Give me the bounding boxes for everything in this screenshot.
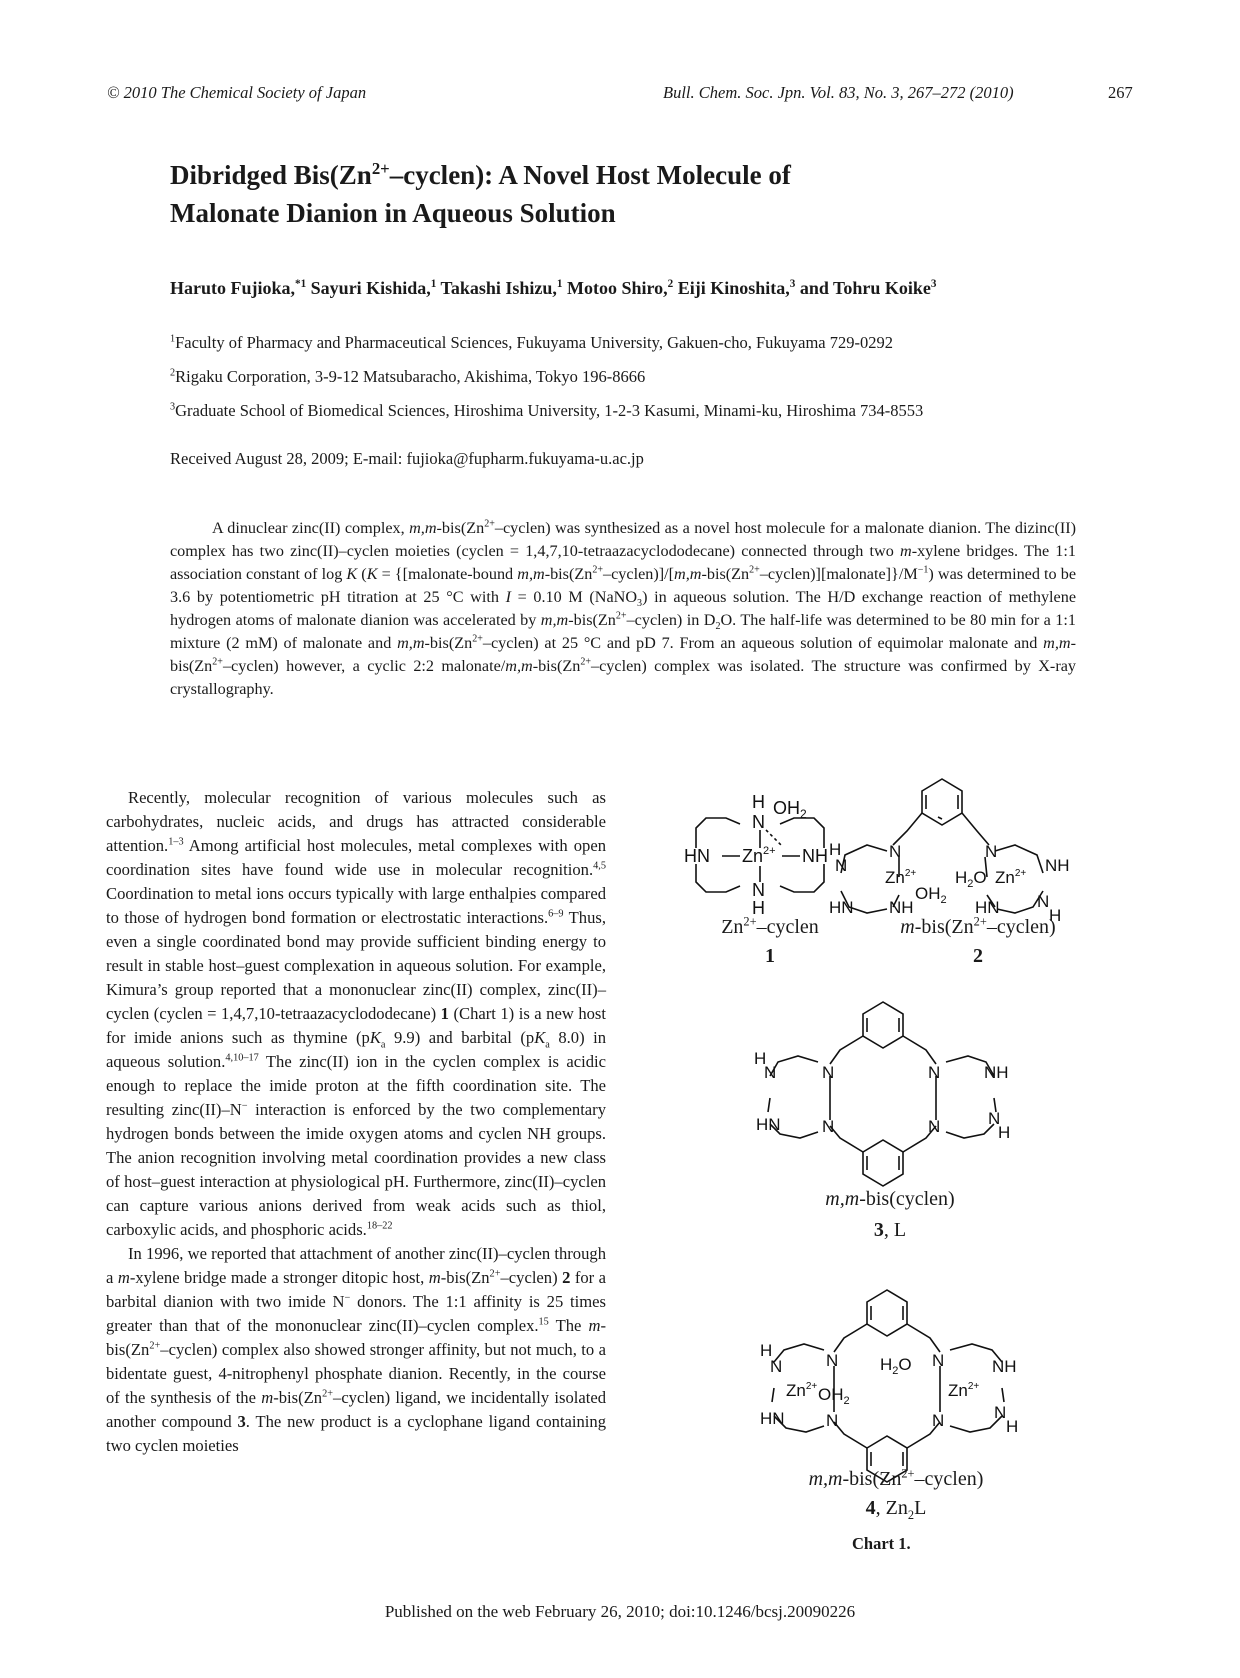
text-run: -bis(Zn xyxy=(106,1316,607,1359)
structure-compound-3 xyxy=(748,1000,1018,1190)
benzene-double-bond xyxy=(871,1452,903,1466)
text-run: m,m xyxy=(1043,634,1071,652)
text-run: for a barbital dianion with two imide N xyxy=(106,1268,606,1311)
text-run: -bis(Zn xyxy=(701,565,750,583)
text-run: 2+ xyxy=(472,633,483,645)
text-run: 2 xyxy=(715,621,721,633)
text-run: , L xyxy=(883,1219,907,1241)
text-run: 2 xyxy=(562,1268,571,1287)
header-journal-citation: Bull. Chem. Soc. Jpn. Vol. 83, No. 3, 267–272 (2010) xyxy=(663,83,1014,102)
atom-n: N xyxy=(822,1117,835,1136)
atom-n: N xyxy=(928,1063,941,1082)
compound-3-number: 3, L xyxy=(873,1219,907,1241)
text-run: m,m xyxy=(808,1468,843,1490)
compound-4-name xyxy=(766,1468,1026,1491)
benzene-ring xyxy=(863,1140,903,1186)
compound-2-name xyxy=(858,916,1098,939)
footer-publication-note: Published on the web February 26, 2010; doi:10.1246/bcsj.20090226 xyxy=(384,1602,856,1621)
received-email-line: Received August 28, 2009; E-mail: fujioka@fupharm.fukuyama-u.ac.jp xyxy=(170,449,644,468)
compound-1-name xyxy=(680,916,860,939)
text-run: m xyxy=(117,1268,130,1287)
text-run: -bis(Zn xyxy=(440,1268,490,1287)
text-run: –cyclen) xyxy=(500,1268,563,1287)
author-name: Sayuri Kishida, xyxy=(310,278,431,298)
author-name: and Tohru Koike xyxy=(799,278,931,298)
atom-hn: HN xyxy=(975,898,1000,917)
ring-bond xyxy=(696,818,740,848)
zinc-label: $Zn^{2+}$ xyxy=(995,868,1027,887)
text-run: = 0.10 M (NaNO xyxy=(510,588,638,606)
text-run: 3 xyxy=(637,598,643,610)
text-run: . The new product is a cyclophane ligand containing two cyclen moieties xyxy=(106,1412,606,1455)
body-column-left xyxy=(106,786,606,1458)
text-run: –cyclen) xyxy=(914,1468,984,1490)
text-run: -bis(Zn xyxy=(568,611,616,629)
ring-bond xyxy=(780,864,824,892)
zinc-label: $Zn^{2+}$ xyxy=(742,845,776,866)
atom-n: N xyxy=(822,1063,835,1082)
text-run: L xyxy=(914,1497,927,1519)
chart-caption: Chart 1. xyxy=(852,1534,911,1553)
body-paragraph-2 xyxy=(106,1242,606,1458)
text-run: -xylene bridges. The 1:1 association constant of log xyxy=(170,542,1076,583)
text-run: Recently, molecular recognition of various molecules such as carbohydrates, nucleic acids, and drugs has attracted considerable attention. xyxy=(106,788,606,855)
text-run: -bis(Zn xyxy=(424,634,473,652)
abstract xyxy=(170,517,1076,701)
text-run: K xyxy=(534,1028,546,1047)
benzene-ring xyxy=(867,1290,907,1336)
atom-n: N xyxy=(835,856,848,875)
author-affiliation-mark: *1 xyxy=(295,278,307,290)
benzene-double-bond xyxy=(926,795,958,819)
text-run: 18–22 xyxy=(366,1220,393,1232)
benzene-double-bond xyxy=(867,1018,899,1032)
atom-n: N xyxy=(826,1411,839,1430)
atom-n: N xyxy=(932,1351,945,1370)
text-run: , Zn xyxy=(875,1497,908,1519)
author-list xyxy=(170,278,1120,299)
xylene-bridge xyxy=(834,1422,940,1448)
compound-3-caption xyxy=(770,1188,1010,1242)
zinc-label: $Zn^{2+}$ xyxy=(885,868,917,887)
compound-2-number: 2 xyxy=(973,945,983,967)
text-run: 2+ xyxy=(149,1340,161,1352)
text-run: Coordination to metal ions occurs typically with large enthalpies compared to those of hydrogen bond formation or electrostatic interactions. xyxy=(106,884,606,927)
text-run: –cyclen) in D xyxy=(626,611,716,629)
text-run: –cyclen)][malonate]}/M xyxy=(759,565,918,583)
author-name: Haruto Fujioka, xyxy=(170,278,296,298)
text-run: –cyclen) however, a cyclic 2:2 malonate/ xyxy=(222,657,506,675)
ring-bond xyxy=(780,818,824,848)
text-run: K xyxy=(366,565,378,583)
atom-h: H xyxy=(752,898,765,918)
benzene-ring xyxy=(922,779,962,825)
text-run: –cyclen) complex also showed stronger affinity, but not much, to a bidentate guest, 4-nitrophenyl phosphate dianion. Recently, in the course of the synthesis of the xyxy=(106,1340,606,1407)
text-run: -bis(Zn xyxy=(842,1468,902,1490)
water-bond xyxy=(766,830,782,846)
text-run: –cyclen) ligand, we incidentally isolated another compound xyxy=(106,1388,606,1431)
text-run: − xyxy=(241,1100,248,1112)
water-label: $OH_2$ xyxy=(818,1385,850,1407)
text-run: In 1996, we reported that attachment of another zinc(II)–cyclen through a xyxy=(106,1244,606,1287)
benzene-double-bond xyxy=(871,1306,903,1320)
text-run: 2+ xyxy=(743,914,757,929)
affiliation-2: $^2$Rigaku Corporation, 3-9-12 Matsubaracho, Akishima, Tokyo 196-8666 xyxy=(170,367,646,386)
atom-nh: NH xyxy=(1045,856,1070,875)
compound-2-caption xyxy=(858,916,1098,968)
text-run: m xyxy=(428,1268,441,1287)
atom-n: N xyxy=(932,1411,945,1430)
text-run: –cyclen) xyxy=(986,916,1056,938)
text-run: 6–9 xyxy=(548,908,564,920)
text-run: m,m xyxy=(505,657,533,675)
ring-bond xyxy=(696,864,740,892)
atom-hn: HN xyxy=(760,1409,785,1428)
atom-n: N xyxy=(889,842,902,861)
text-run: − xyxy=(344,1292,351,1304)
text-run: 2+ xyxy=(901,1466,915,1481)
page-number: 267 xyxy=(1108,83,1133,102)
text-run: -bis(Zn xyxy=(170,634,1076,675)
text-run: m xyxy=(261,1388,274,1407)
article-title: Dibridged $Bis(Zn^{2+}-cyclen)$: A Novel Host Molecule of Malonate Dianion in Aqueous Solution xyxy=(170,159,791,228)
atom-n: N xyxy=(1037,892,1050,911)
text-run: -bis(cyclen) xyxy=(859,1188,955,1210)
text-run: -bis(Zn xyxy=(273,1388,323,1407)
text-run: m xyxy=(900,916,915,938)
xylene-bridge xyxy=(830,1036,936,1064)
structure-compound-2 xyxy=(827,773,1087,923)
text-run: 2+ xyxy=(322,1388,334,1400)
xylene-bridge xyxy=(830,1126,936,1152)
text-run: m,m xyxy=(674,565,702,583)
atom-h: H xyxy=(1049,906,1062,925)
text-run: donors. The 1:1 affinity is 25 times greater than that of the mononuclear zinc(II)–cyclen complex. xyxy=(106,1292,606,1335)
author-affiliation-mark: 3 xyxy=(789,278,796,290)
text-run: A dinuclear zinc(II) complex, xyxy=(212,519,410,537)
header-journal-copyright: © 2010 The Chemical Society of Japan xyxy=(107,83,367,102)
structure-compound-4 xyxy=(752,1288,1032,1488)
text-run: 4,5 xyxy=(593,860,606,872)
text-run: -bis(Zn xyxy=(532,657,581,675)
text-run: = {[malonate-bound xyxy=(377,565,518,583)
zinc-label: $Zn^{2+}$ xyxy=(786,1381,818,1400)
atom-h: H xyxy=(1006,1417,1019,1436)
author-affiliation-mark: 1 xyxy=(556,278,563,290)
text-run: interaction is enforced by the two complementary hydrogen bonds between the imide oxygen atoms and cyclen NH groups. The anion recognition involving metal coordination provides a new class of host–guest interaction at physiological pH. Furthermore, zinc(II)–cyclen can capture various anions derived from weak acids such as thiol, carboxylic acids, and phosphoric acids. xyxy=(106,1100,606,1239)
text-run: 2+ xyxy=(615,610,627,622)
zinc-label: $Zn^{2+}$ xyxy=(948,1381,980,1400)
author-name: Motoo Shiro, xyxy=(566,278,668,298)
author-name: Takashi Ishizu, xyxy=(440,278,557,298)
atom-h: H xyxy=(754,1049,767,1068)
text-run: K xyxy=(346,565,358,583)
atom-h: H xyxy=(752,792,765,812)
text-run: 8.0) in aqueous solution. xyxy=(106,1028,606,1071)
text-run: ) was determined to be 3.6 by potentiometric pH titration at 25 °C with xyxy=(170,565,1077,606)
author-affiliation-mark: 3 xyxy=(930,278,937,290)
atom-n: N xyxy=(988,1109,1001,1128)
text-run: -bis(Zn xyxy=(544,565,593,583)
text-run: (Chart 1) is a new host for imide anions such as thymine (p xyxy=(106,1004,606,1047)
water-label: $H_2O$ xyxy=(880,1355,912,1377)
text-run: Among artificial host molecules, metal complexes with open coordination sites have found wide use in molecular recognition. xyxy=(106,836,606,879)
text-run: –cyclen) complex was isolated. The structure was confirmed by X-ray crystallography. xyxy=(170,657,1076,698)
atom-hn: HN xyxy=(829,898,854,917)
author-name: Eiji Kinoshita, xyxy=(677,278,790,298)
atom-n: N xyxy=(928,1117,941,1136)
text-run: a xyxy=(380,1039,386,1051)
text-run: m,m xyxy=(397,634,425,652)
text-run: a xyxy=(545,1039,550,1051)
text-run: –cyclen) was synthesized as a novel host molecule for a malonate dianion. The dizinc(II) complex has two zinc(II)–cyclen moieties (cyclen = 1,4,7,10-tetraazacyclododecane) connected through two xyxy=(170,519,1077,560)
text-run: 1 xyxy=(440,1004,449,1023)
text-run: –cyclen xyxy=(756,916,819,938)
text-run: m,m xyxy=(517,565,545,583)
text-run: 4,10–17 xyxy=(225,1052,259,1064)
xylene-bridge xyxy=(834,1324,940,1352)
text-run: Zn xyxy=(721,916,744,938)
atom-n: N xyxy=(770,1357,783,1376)
text-run: I xyxy=(505,588,511,606)
text-run: 2+ xyxy=(580,656,592,668)
water-label: $OH_2$ xyxy=(915,884,947,906)
text-run: 2+ xyxy=(592,564,604,576)
water-label: $OH_2$ xyxy=(773,798,807,821)
atom-h: H xyxy=(760,1341,773,1360)
affiliation-1: $^1$Faculty of Pharmacy and Pharmaceutical Sciences, Fukuyama University, Gakuen-cho, Fukuyama 729-0292 xyxy=(170,333,893,352)
atom-nh: NH xyxy=(889,898,914,917)
text-run: 9.9) and barbital (p xyxy=(385,1028,535,1047)
compound-4-caption xyxy=(766,1468,1026,1520)
text-run: 2+ xyxy=(484,518,495,530)
text-run: Thus, even a single coordinated bond may provide sufficient binding energy to result in stable host–guest complexation in aqueous solution. For example, Kimura’s group reported that a mononuclear zinc(II) complex, zinc(II)–cyclen (cyclen = 1,4,7,10-tetraazacyclododecane) xyxy=(106,908,607,1023)
text-run: –cyclen) at 25 °C and pD 7. From an aqueous solution of equimolar malonate and xyxy=(482,634,1044,652)
atom-n: N xyxy=(764,1063,777,1082)
atom-nh: NH xyxy=(984,1063,1009,1082)
text-run: -xylene bridge made a stronger ditopic host, xyxy=(129,1268,429,1287)
text-run: m xyxy=(588,1316,601,1335)
text-run: 2+ xyxy=(973,914,987,929)
atom-n: N xyxy=(826,1351,839,1370)
compound-3-name xyxy=(770,1188,1010,1211)
atom-hn: HN xyxy=(684,846,710,866)
compound-1-caption xyxy=(680,916,860,968)
water-label: $H_2O$ xyxy=(955,868,987,890)
text-run: m,m xyxy=(409,519,437,537)
atom-h: H xyxy=(829,840,842,859)
text-run: m,m xyxy=(825,1188,860,1210)
compound-1-number: 1 xyxy=(765,945,775,967)
atom-n: N xyxy=(752,812,765,832)
text-run: The zinc(II) ion in the cyclen complex is acidic enough to replace the imide proton at the fifth coordination site. The resulting zinc(II)–N xyxy=(106,1052,606,1119)
text-run: -bis(Zn xyxy=(914,916,974,938)
atom-h: H xyxy=(998,1123,1011,1142)
atom-nh: NH xyxy=(802,846,828,866)
text-run: 2+ xyxy=(212,656,223,668)
atom-hn: HN xyxy=(756,1115,781,1134)
text-run: 3 xyxy=(237,1412,246,1431)
text-run: m,m xyxy=(540,611,569,629)
text-run: –cyclen)]/[ xyxy=(603,565,675,583)
atom-n: N xyxy=(752,880,765,900)
text-run: ) in aqueous solution. The H/D exchange reaction of methylene hydrogen atoms of malonate dianion was accelerated by xyxy=(170,588,1076,629)
text-run: ( xyxy=(357,565,367,583)
text-run: K xyxy=(369,1028,381,1047)
atom-n: N xyxy=(994,1403,1007,1422)
benzene-double-bond xyxy=(867,1156,899,1170)
text-run: -bis(Zn xyxy=(436,519,485,537)
text-run: 2+ xyxy=(749,564,760,576)
text-run: 2 xyxy=(907,1508,915,1522)
text-run: O. The half-life was determined to be 80 min for a 1:1 mixture (2 mM) of malonate and xyxy=(170,611,1076,652)
text-run: The xyxy=(548,1316,589,1335)
text-run: 2+ xyxy=(489,1268,501,1280)
body-paragraph-1 xyxy=(106,786,606,1242)
atom-n: N xyxy=(985,842,998,861)
affiliation-3: $^3$Graduate School of Biomedical Sciences, Hiroshima University, 1-2-3 Kasumi, Minami-ku, Hiroshima 734-8553 xyxy=(170,401,924,420)
text-run: m xyxy=(899,542,912,560)
text-run: 1–3 xyxy=(168,836,184,848)
author-affiliation-mark: 1 xyxy=(430,278,437,290)
author-affiliation-mark: 2 xyxy=(667,278,674,290)
atom-nh: NH xyxy=(992,1357,1017,1376)
text-run: −1 xyxy=(917,564,929,576)
benzene-ring xyxy=(863,1002,903,1048)
text-run: 15 xyxy=(538,1316,549,1328)
compound-4-number: 4, $Zn_2L$ xyxy=(865,1497,927,1522)
